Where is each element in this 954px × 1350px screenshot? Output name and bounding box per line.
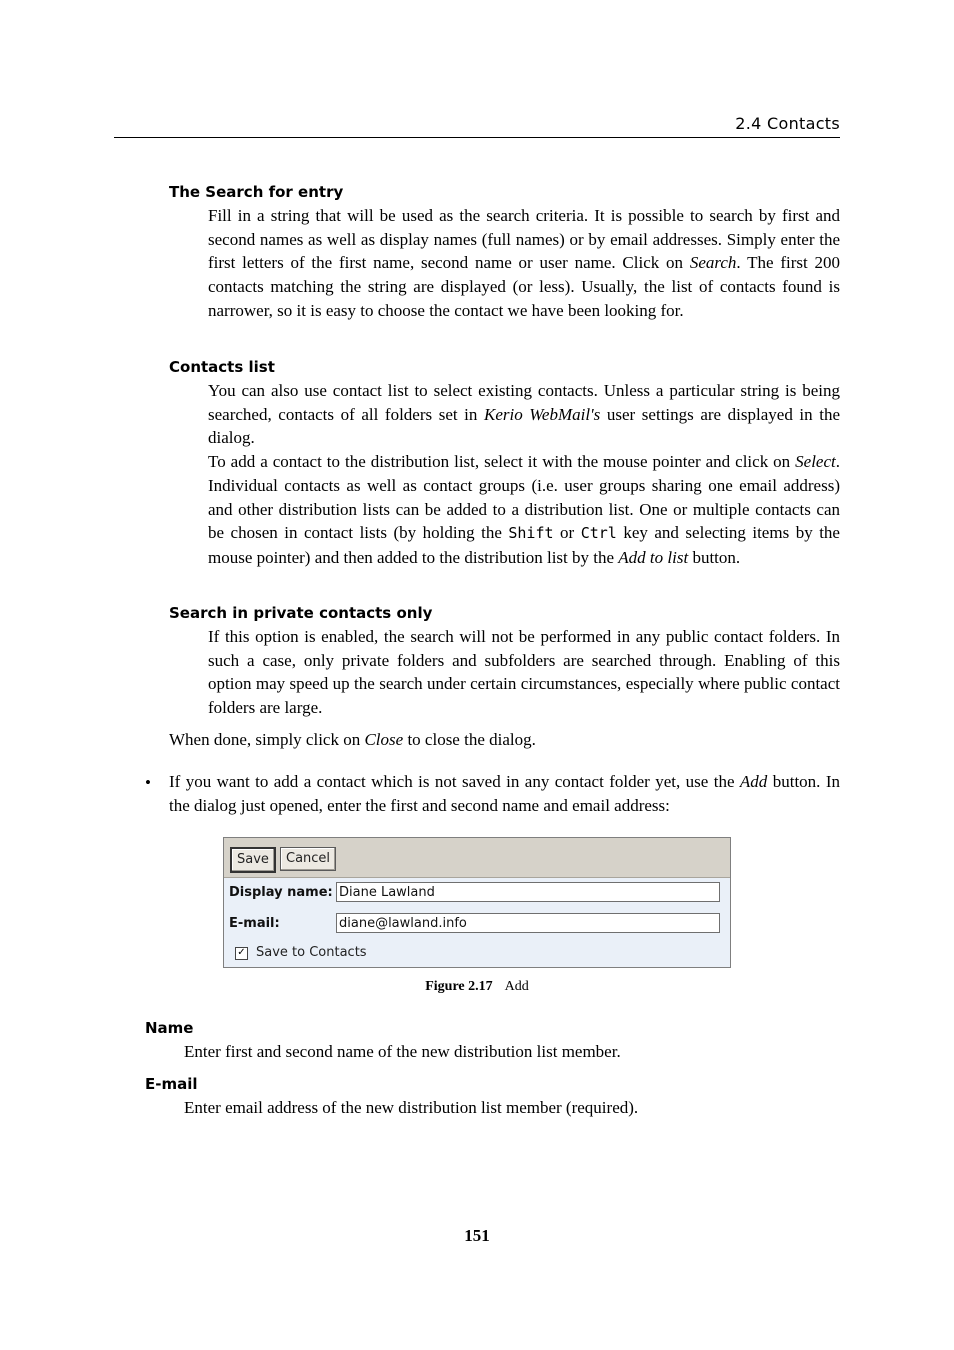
save-to-contacts-checkbox[interactable]: ✓ (235, 947, 248, 960)
desc-name (184, 1040, 840, 1064)
desc-contacts-list (208, 379, 840, 570)
text: If you want to add a contact which is not saved in any contact folder yet, use the (169, 772, 740, 791)
figure-number: Figure 2.17 (425, 979, 493, 994)
text: If this option is enabled, the search will not be performed in any public contact folders. In such a case, only private folders and subfolders are searched through. Enabling of this option may speed up the search under certain circumstances, especially where public contact folders are large. (208, 627, 840, 718)
text: button. In the dialog just opened, enter the first and second name and email address: (169, 772, 840, 815)
text: . Individual contacts as well as contact groups (i.e. user groups sharing one email address) and other distribution lists can be added to a distribution list. One or multiple contacts can be chosen in contact lists (by holding the (208, 452, 840, 543)
text: When done, simply click on (169, 730, 365, 749)
text: user settings are displayed in the dialog. (208, 404, 840, 448)
add-contact-dialog-figure (223, 837, 731, 968)
bullet-marker: • (145, 773, 151, 792)
display-name-label: Display name: (229, 885, 333, 900)
email-input[interactable]: diane@lawland.info (336, 913, 720, 933)
emph-select: Select (795, 452, 836, 472)
text: to close the dialog. (403, 730, 536, 749)
text: Enter first and second name of the new distribution list member. (184, 1042, 621, 1061)
text: Fill in a string that will be used as the search criteria. It is possible to search by first and second names as well as display names (full names) or by email addresses. Simply enter the first letters of the first name, second name or user name. Click on (208, 206, 840, 273)
emph-add-to-list: Add to list (618, 547, 689, 567)
term-search-for-entry: The Search for entry (169, 183, 344, 201)
emph-add: Add (739, 772, 768, 791)
done-paragraph (169, 728, 840, 752)
key-ctrl: Ctrl (580, 524, 617, 543)
header-section-title: 2.4 Contacts (735, 114, 840, 133)
dialog-toolbar (224, 838, 730, 878)
emph-kerio-webmail: Kerio WebMail's (483, 404, 601, 424)
term-search-private-only: Search in private contacts only (169, 604, 433, 622)
save-to-contacts-label: Save to Contacts (256, 945, 367, 960)
term-email: E-mail (145, 1075, 198, 1093)
term-contacts-list: Contacts list (169, 358, 275, 376)
emph-close: Close (364, 730, 404, 749)
display-name-input[interactable]: Diane Lawland (336, 882, 720, 902)
dialog-form (224, 878, 730, 967)
email-label: E-mail: (229, 916, 280, 931)
figure-caption-text: Add (504, 979, 529, 994)
text: You can also use contact list to select existing contacts. Unless a particular string is being searched, contacts of all folders set in (208, 381, 840, 424)
key-shift: Shift (508, 524, 554, 543)
text: To add a contact to the distribution list, select it with the mouse pointer and click on (208, 452, 796, 472)
text: key and selecting items by the mouse pointer) and then added to the distribution list by the (208, 523, 840, 567)
text: Enter email address of the new distribution list member (required). (184, 1098, 639, 1117)
save-button[interactable]: Save (230, 847, 276, 873)
bullet-paragraph (169, 770, 840, 817)
figure-caption (0, 979, 954, 995)
desc-search-for-entry (208, 204, 840, 323)
text: . The first 200 contacts matching the string are displayed (or less). Usually, the list of contacts found is narrower, so it is easy to choose the contact we have been looking for. (208, 253, 840, 320)
header-rule (114, 137, 840, 138)
text: or (553, 523, 581, 543)
cancel-button[interactable]: Cancel (280, 847, 336, 871)
desc-search-private-only (208, 625, 840, 720)
emph-search: Search (689, 253, 737, 273)
term-name: Name (145, 1019, 194, 1037)
page-number: 151 (464, 1226, 490, 1245)
desc-email (184, 1096, 840, 1120)
text: button. (688, 547, 741, 567)
